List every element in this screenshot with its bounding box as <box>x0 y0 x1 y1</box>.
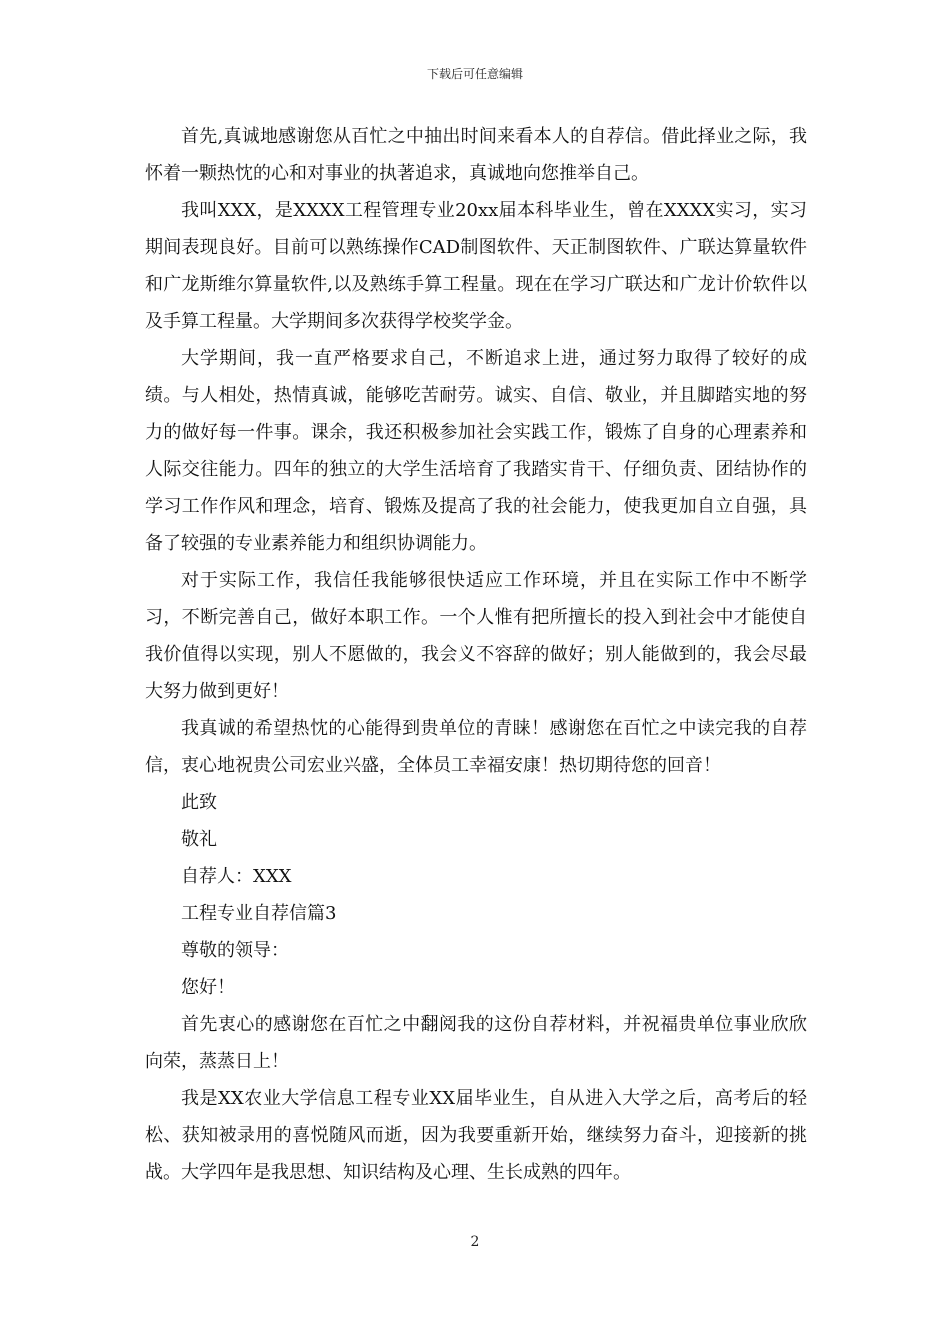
salutation-jingli: 敬礼 <box>181 829 217 850</box>
paragraph-self-introduction: 我叫XXX，是XXXX工程管理专业20xx届本科毕业生，曾在XXXX实习，实习期间表现良好。目前可以熟练操作CAD制图软件、天正制图软件、广联达算量软件和广龙斯维尔算量软件,以及熟练手算工程量。现在在学习广联达和广龙计价软件以及手算工程量。大学期间多次获得学校奖学金。 <box>145 200 807 332</box>
greeting-addressee: 尊敬的领导： <box>181 940 289 961</box>
signature-line: 自荐人：XXX <box>181 866 292 887</box>
paragraph-thanks: 首先衷心的感谢您在百忙之中翻阅我的这份自荐材料，并祝福贵单位事业欣欣向荣，蒸蒸日上！ <box>145 1014 807 1072</box>
salutation-cizhi: 此致 <box>181 792 217 813</box>
paragraph-university-life: 大学期间，我一直严格要求自己，不断追求上进，通过努力取得了较好的成绩。与人相处，热情真诚，能够吃苦耐劳。诚实、自信、敬业，并且脚踏实地的努力的做好每一件事。课余，我还积极参加社会实践工作，锻炼了自身的心理素养和人际交往能力。四年的独立的大学生活培育了我踏实肯干、仔细负责、团结协作的学习工作作风和理念，培育、锻炼及提高了我的社会能力，使我更加自立自强，具备了较强的专业素养能力和组织协调能力。 <box>145 348 807 554</box>
paragraph-intro: 首先,真诚地感谢您从百忙之中抽出时间来看本人的自荐信。借此择业之际，我怀着一颗热忱的心和对事业的执著追求，真诚地向您推举自己。 <box>145 126 807 184</box>
paragraph-work-attitude: 对于实际工作，我信任我能够很快适应工作环境，并且在实际工作中不断学习，不断完善自己，做好本职工作。一个人惟有把所擅长的投入到社会中才能使自我价值得以实现，别人不愿做的，我会义不容辞的做好；别人能做到的，我会尽最大努力做到更好！ <box>145 570 807 702</box>
document-body <box>145 118 807 1191</box>
page-number: 2 <box>470 1234 480 1250</box>
greeting-hello: 您好！ <box>181 977 235 998</box>
paragraph-closing-wish: 我真诚的希望热忱的心能得到贵单位的青睐！感谢您在百忙之中读完我的自荐信，衷心地祝贵公司宏业兴盛，全体员工幸福安康！热切期待您的回音！ <box>145 718 807 776</box>
page-header: 下载后可任意编辑 <box>426 67 523 81</box>
paragraph-background: 我是XX农业大学信息工程专业XX届毕业生，自从进入大学之后，高考后的轻松、获知被录用的喜悦随风而逝，因为我要重新开始，继续努力奋斗，迎接新的挑战。大学四年是我思想、知识结构及心理、生长成熟的四年。 <box>145 1088 807 1183</box>
section-title: 工程专业自荐信篇3 <box>181 903 337 924</box>
